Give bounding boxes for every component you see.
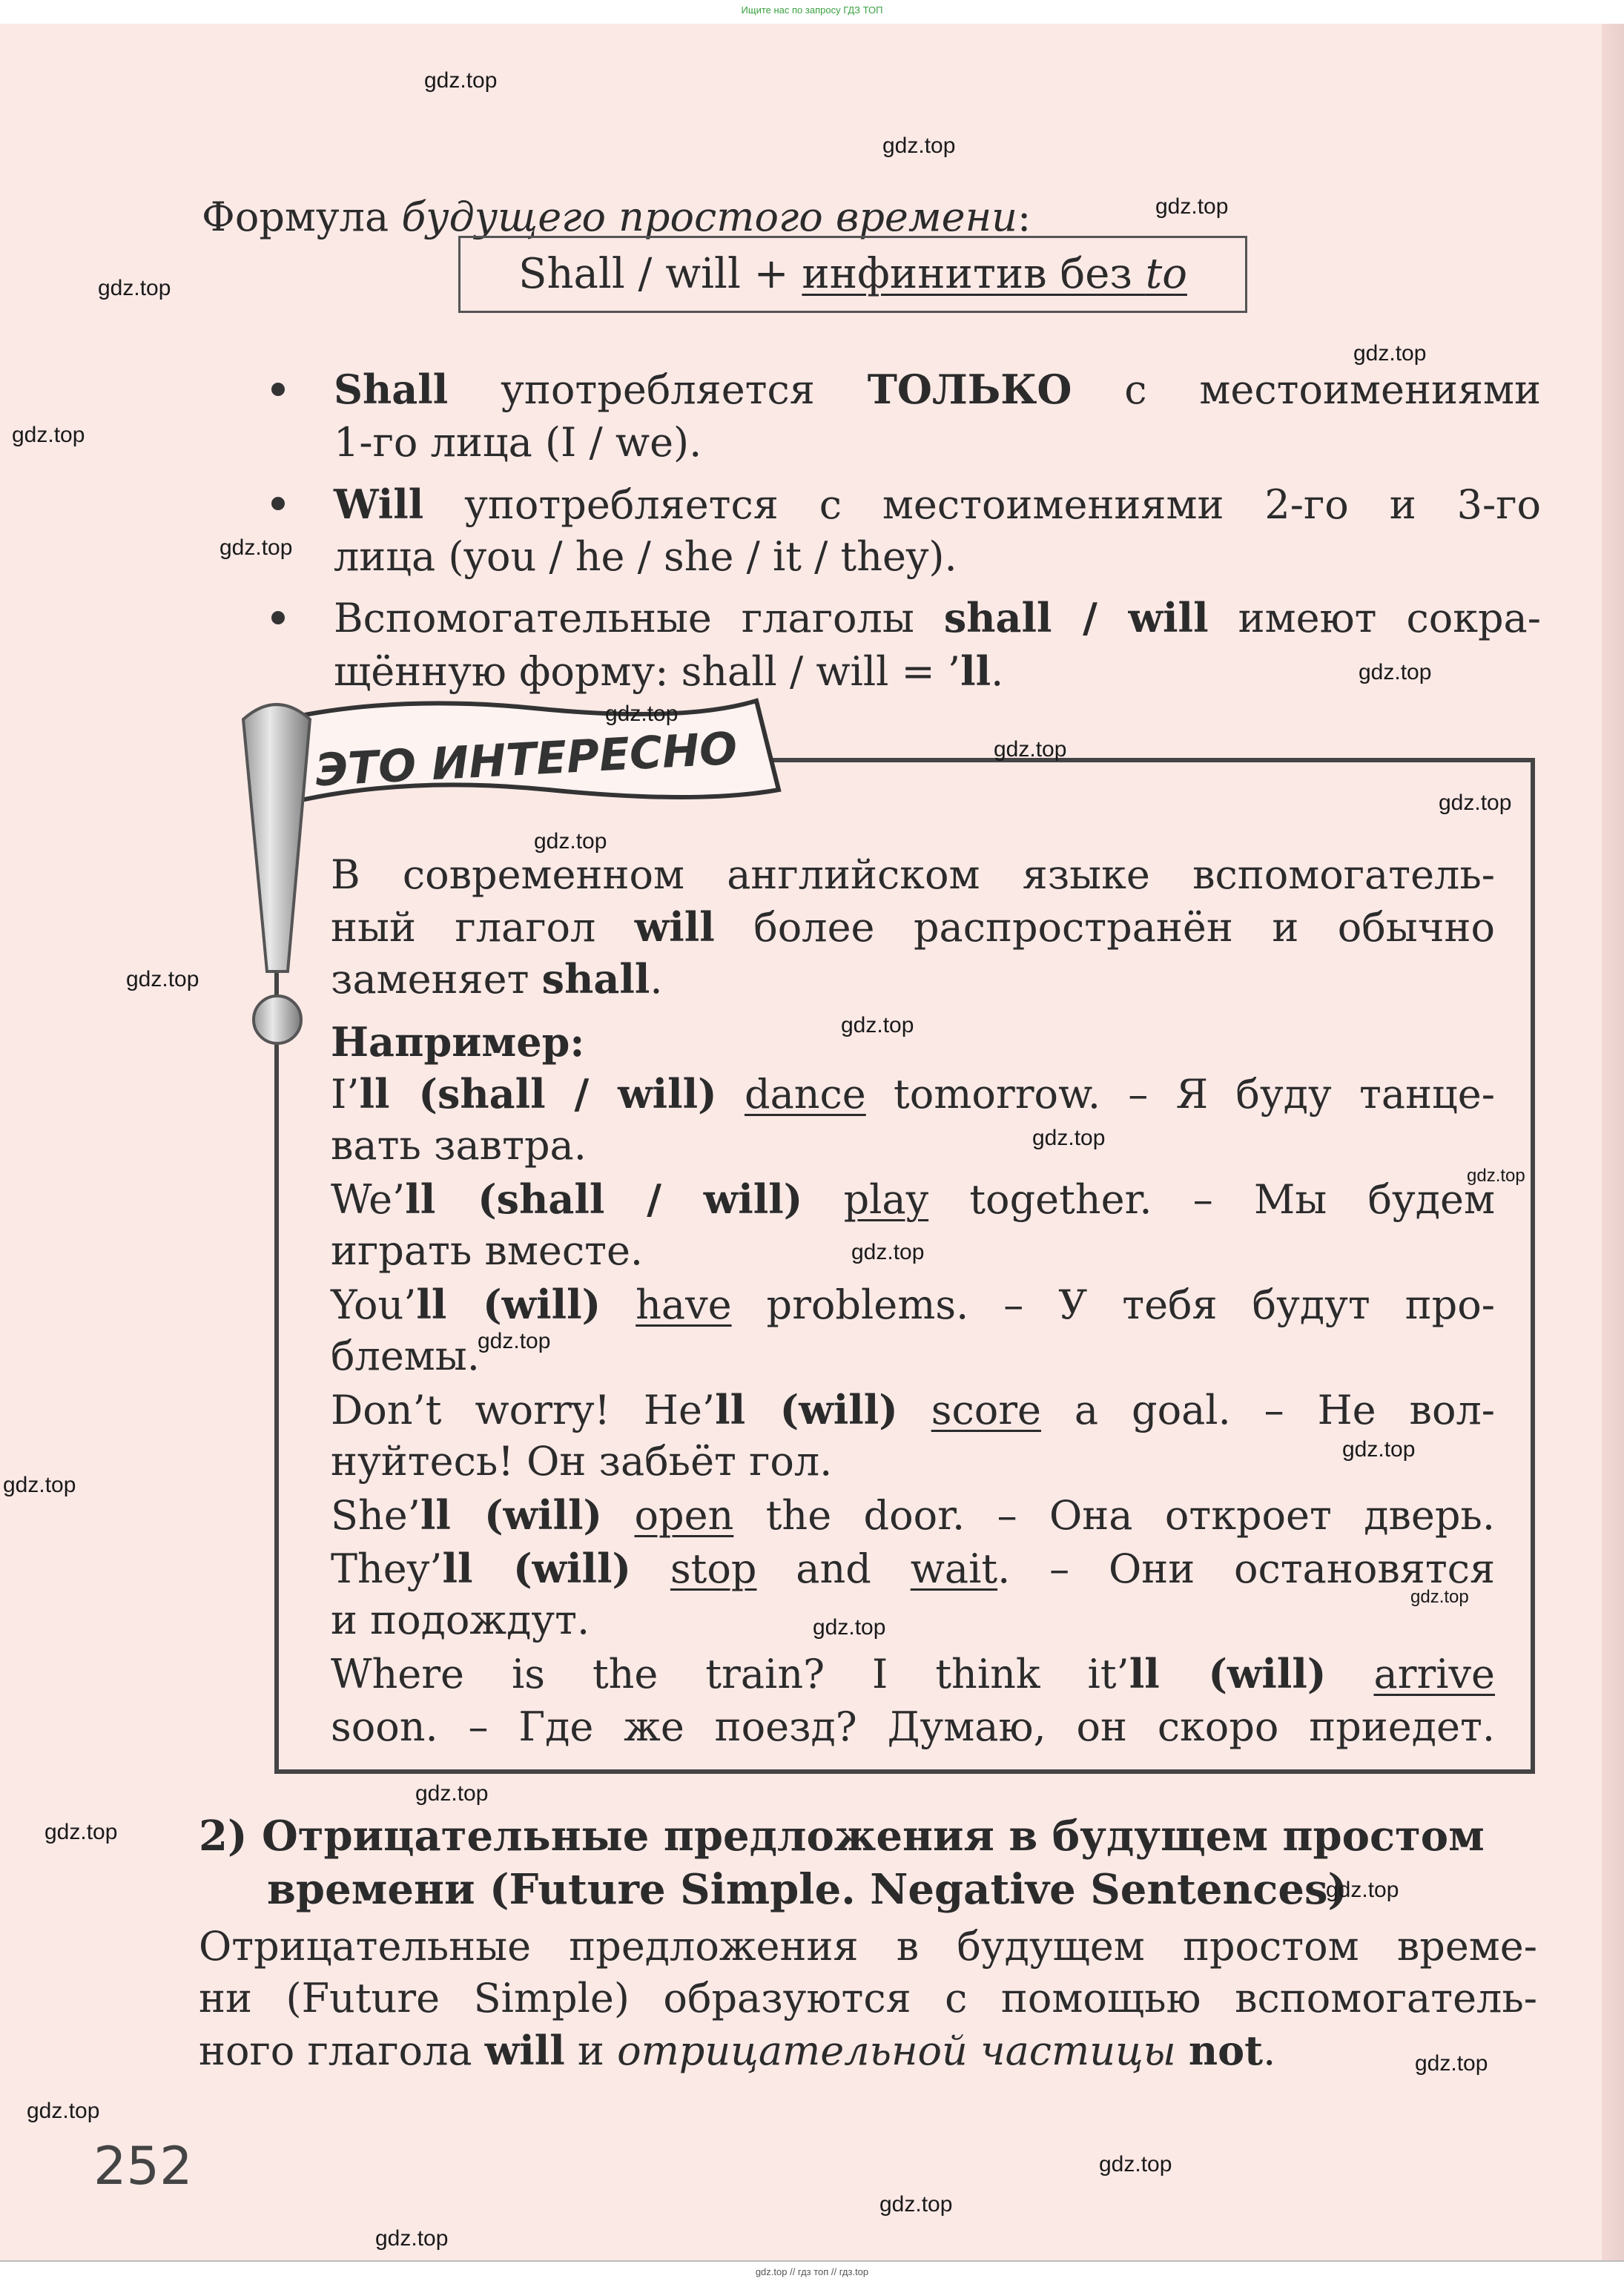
bottom-banner: gdz.top // гдз топ // гдз.top (755, 2266, 869, 2277)
page-number: 252 (93, 2136, 193, 2197)
example-4-line-2: нуйтесь! Он забьёт гол. (331, 1438, 833, 1485)
exclamation-icon (236, 690, 317, 1075)
watermark: gdz.top (27, 2099, 100, 2123)
bullet-2-line-2: лица (you / he / she / it / they). (334, 533, 957, 580)
bullet-3-line-1: Вспомогательные глаголы shall / will имеют сокра- (334, 594, 1542, 641)
example-1-line-1: I’ll (shall / will) dance tomorrow. – Я буду танце- (331, 1070, 1495, 1118)
top-banner: Ищите нас по запросу ГДЗ ТОП (741, 4, 883, 16)
watermark: gdz.top (1467, 1166, 1525, 1186)
page-edge (1602, 24, 1624, 2260)
example-6-line-1: They’ll (will) stop and wait. – Они остановятся (331, 1545, 1496, 1592)
watermark: gdz.top (1353, 341, 1427, 366)
formula-box: Shall / will + инфинитив без to (458, 236, 1247, 313)
example-7-line-1: Where is the train? I think it’ll (will) arrive (331, 1650, 1496, 1697)
watermark: gdz.top (375, 2226, 449, 2251)
watermark: gdz.top (605, 702, 679, 726)
bottom-divider (0, 2260, 1624, 2262)
watermark: gdz.top (3, 1473, 76, 1497)
section-2-heading-line-1: 2) Отрицательные предложения в будущем простом (199, 1812, 1485, 1861)
watermark: gdz.top (478, 1329, 551, 1353)
watermark: gdz.top (994, 737, 1067, 762)
watermark: gdz.top (1155, 194, 1229, 219)
watermark: gdz.top (879, 2192, 953, 2217)
bullet-1-line-1: Shall употребляется ТОЛЬКО с местоимениями (334, 366, 1542, 413)
watermark: gdz.top (1410, 1587, 1469, 1607)
watermark: gdz.top (841, 1013, 914, 1037)
watermark: gdz.top (126, 967, 199, 991)
bullet-dot (271, 497, 285, 510)
watermark: gdz.top (1342, 1437, 1416, 1462)
interesting-p1-line-1: В современном английском языке вспомогатель- (331, 851, 1495, 898)
formula-intro: Формула будущего простого времени: (202, 194, 1031, 240)
watermark: gdz.top (415, 1781, 489, 1806)
example-2-line-2: играть вместе. (331, 1227, 644, 1274)
watermark: gdz.top (1326, 1878, 1399, 1902)
watermark: gdz.top (44, 1820, 118, 1844)
watermark: gdz.top (1032, 1126, 1106, 1150)
watermark: gdz.top (534, 829, 607, 854)
watermark: gdz.top (424, 68, 498, 93)
example-6-line-2: и подождут. (331, 1597, 590, 1643)
example-7-line-2: soon. – Где же поезд? Думаю, он скоро приедет. (331, 1703, 1495, 1750)
section-2-body-line-1: Отрицательные предложения в будущем простом време- (199, 1923, 1537, 1970)
section-2-body-line-2: ни (Future Simple) образуются с помощью вспомогатель- (199, 1975, 1537, 2022)
interesting-banner (237, 679, 801, 827)
watermark: gdz.top (1099, 2152, 1172, 2177)
watermark: gdz.top (851, 1240, 925, 1264)
interesting-banner-text: ЭТО ИНТЕРЕСНО (314, 722, 739, 797)
watermark: gdz.top (219, 535, 293, 560)
section-2-heading-line-2: времени (Future Simple. Negative Sentences) (267, 1865, 1348, 1914)
watermark: gdz.top (98, 276, 171, 300)
bullet-2-line-1: Will употребляется с местоимениями 2-го и 3-го (334, 481, 1541, 528)
watermark: gdz.top (1415, 2051, 1488, 2076)
watermark: gdz.top (12, 423, 85, 447)
bullet-1-line-2: 1-го лица (I / we). (334, 419, 702, 466)
example-2-line-1: We’ll (shall / will) play together. – Мы будем (331, 1175, 1495, 1223)
watermark: gdz.top (1439, 791, 1512, 815)
example-1-line-2: вать завтра. (331, 1122, 587, 1169)
example-5-line-1: She’ll (will) open the door. – Она откроет дверь. (331, 1491, 1495, 1539)
example-3-line-2: блемы. (331, 1333, 480, 1379)
example-3-line-1: You’ll (will) have problems. – У тебя будут про- (331, 1281, 1496, 1328)
watermark: gdz.top (882, 133, 956, 158)
example-4-line-1: Don’t worry! He’ll (will) score a goal. – Не вол- (331, 1386, 1496, 1433)
watermark: gdz.top (813, 1615, 886, 1640)
interesting-p1-line-2: ный глагол will более распространён и обычно (331, 903, 1495, 951)
bullet-dot (271, 611, 285, 624)
bullet-dot (271, 383, 285, 396)
interesting-p1-line-3: заменяет shall. (331, 955, 663, 1003)
section-2-body-line-3: ного глагола will и отрицательной частицы not. (199, 2027, 1276, 2074)
bullet-3-line-2: щённую форму: shall / will = ’ll. (334, 647, 1004, 695)
watermark: gdz.top (1359, 660, 1432, 684)
example-label: Например: (331, 1018, 585, 1066)
